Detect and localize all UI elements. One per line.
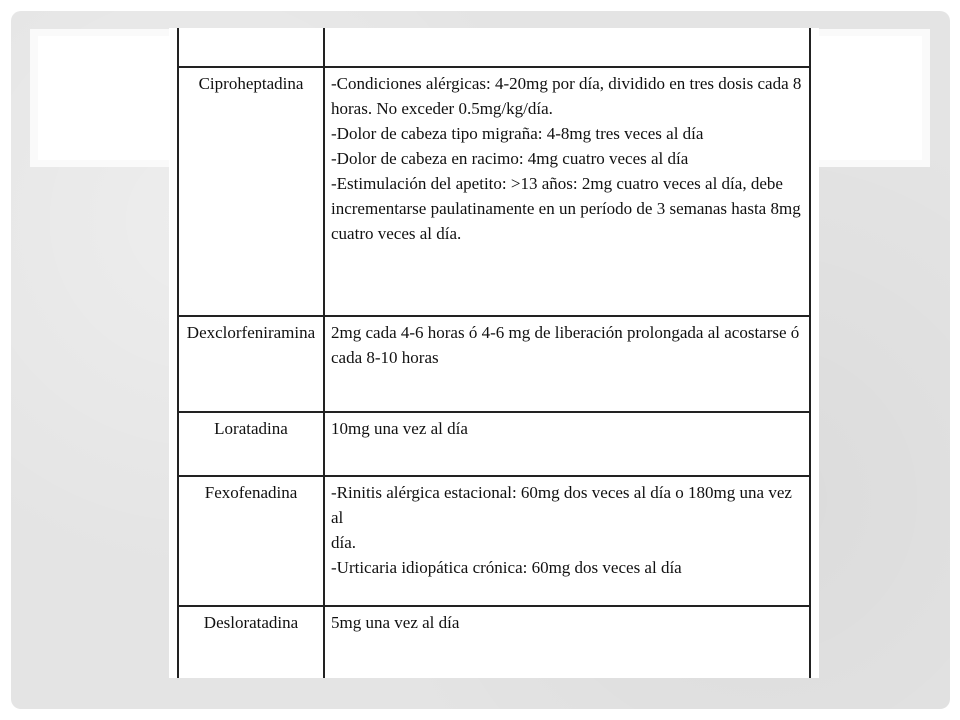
drug-name: Ciproheptadina: [198, 74, 304, 93]
dosage-line: 5mg una vez al día: [331, 613, 460, 632]
dosage-line: -Condiciones alérgicas: 4-20mg por día, dividido en tres dosis cada 8: [331, 74, 802, 93]
dosage-line: -Urticaria idiopática crónica: 60mg dos veces al día: [331, 558, 682, 577]
dosage-line: -Estimulación del apetito: >13 años: 2mg cuatro veces al día, debe: [331, 174, 783, 193]
drug-name-cell: [178, 412, 324, 476]
drug-name: Dexclorfeniramina: [186, 323, 316, 342]
dosage-cell: [324, 606, 810, 678]
dosage-cell: [324, 476, 810, 606]
slide-background: [11, 11, 950, 709]
dosage-cell: [324, 316, 810, 412]
dosage-line: -Dolor de cabeza tipo migraña: 4-8mg tres veces al día: [331, 124, 704, 143]
table-row: [178, 476, 810, 606]
dosage-line: 2mg cada 4-6 horas ó 4-6 mg de liberación prolongada al acostarse ó: [331, 323, 800, 342]
dosage-line: -Dolor de cabeza en racimo: 4mg cuatro veces al día: [331, 149, 689, 168]
dosage-cell: [324, 28, 810, 67]
dosage-line: horas. No exceder 0.5mg/kg/día.: [331, 99, 553, 118]
dosage-cell: [324, 412, 810, 476]
dosage-table: [177, 28, 811, 678]
dosage-line: incrementarse paulatinamente en un período de 3 semanas hasta 8mg: [331, 199, 801, 218]
dosage-cell: [324, 67, 810, 316]
table-row: [178, 412, 810, 476]
dosage-line: cuatro veces al día.: [331, 224, 462, 243]
table-row: [178, 606, 810, 678]
table-row: [178, 67, 810, 316]
drug-name-cell: [178, 67, 324, 316]
dosage-table-image: [169, 28, 819, 678]
dosage-line: -Rinitis alérgica estacional: 60mg dos veces al día o 180mg una vez al: [331, 483, 792, 527]
dosage-line: 10mg una vez al día: [331, 419, 468, 438]
table-row: [178, 28, 810, 67]
dosage-line: cada 8-10 horas: [331, 348, 439, 367]
drug-name-cell: [178, 28, 324, 67]
table-row: [178, 316, 810, 412]
drug-name: Loratadina: [214, 419, 288, 438]
drug-name-cell: [178, 316, 324, 412]
drug-name-cell: [178, 606, 324, 678]
drug-name-cell: [178, 476, 324, 606]
drug-name: Fexofenadina: [204, 483, 298, 502]
dosage-line: día.: [331, 533, 357, 552]
drug-name: Desloratadina: [203, 613, 299, 632]
